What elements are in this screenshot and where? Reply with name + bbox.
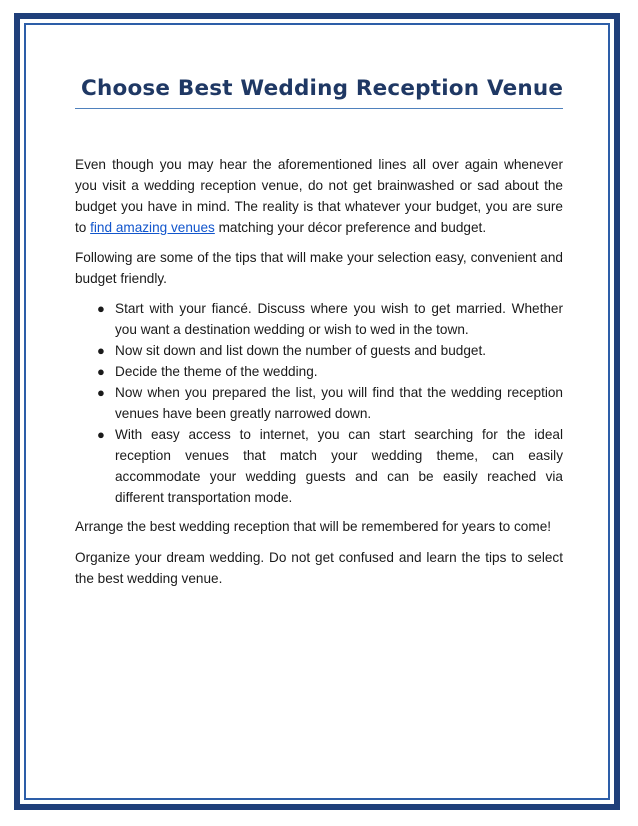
organize-paragraph: Organize your dream wedding. Do not get confused and learn the tips to select the best wedding venue. <box>75 550 563 586</box>
list-item <box>75 298 563 340</box>
tip-text: With easy access to internet, you can start searching for the ideal reception venues that match your wedding theme, can easily accommodate your wedding guests and can be easily reached via different transportation mode. <box>115 427 563 505</box>
tips-list <box>75 298 563 508</box>
intro-paragraph <box>75 154 563 238</box>
list-item <box>75 361 563 382</box>
list-item <box>75 340 563 361</box>
bullet-icon: ● <box>97 301 105 316</box>
list-item <box>75 382 563 424</box>
arrange-paragraph: Arrange the best wedding reception that will be remembered for years to come! <box>75 519 552 534</box>
bullet-icon: ● <box>97 343 105 358</box>
bullet-icon: ● <box>97 427 105 442</box>
bullet-icon: ● <box>97 364 105 379</box>
document-body <box>75 72 563 589</box>
document-title: Choose Best Wedding Reception Venue <box>75 72 563 109</box>
bullet-icon: ● <box>97 385 105 400</box>
tip-text: Decide the theme of the wedding. <box>115 364 318 379</box>
tip-text: Now when you prepared the list, you will find that the wedding reception venues have been greatly narrowed down. <box>115 385 563 421</box>
find-amazing-venues-link[interactable]: find amazing venues <box>90 220 215 235</box>
list-item <box>75 424 563 508</box>
following-paragraph: Following are some of the tips that will make your selection easy, convenient and budget friendly. <box>75 250 563 286</box>
intro-text-before-link: Even though you may hear the aforementioned lines all over again whenever you visit a wedding reception venue, do not get brainwashed or sad about the budget you have in mind. The reality is that whatever your budget, you are sure to <box>75 157 563 235</box>
tip-text: Now sit down and list down the number of guests and budget. <box>115 343 487 358</box>
tip-text: Start with your fiancé. Discuss where you wish to get married. Whether you want a destination wedding or wish to wed in the town. <box>115 301 563 337</box>
intro-text-after-link: matching your décor preference and budget. <box>214 220 487 235</box>
